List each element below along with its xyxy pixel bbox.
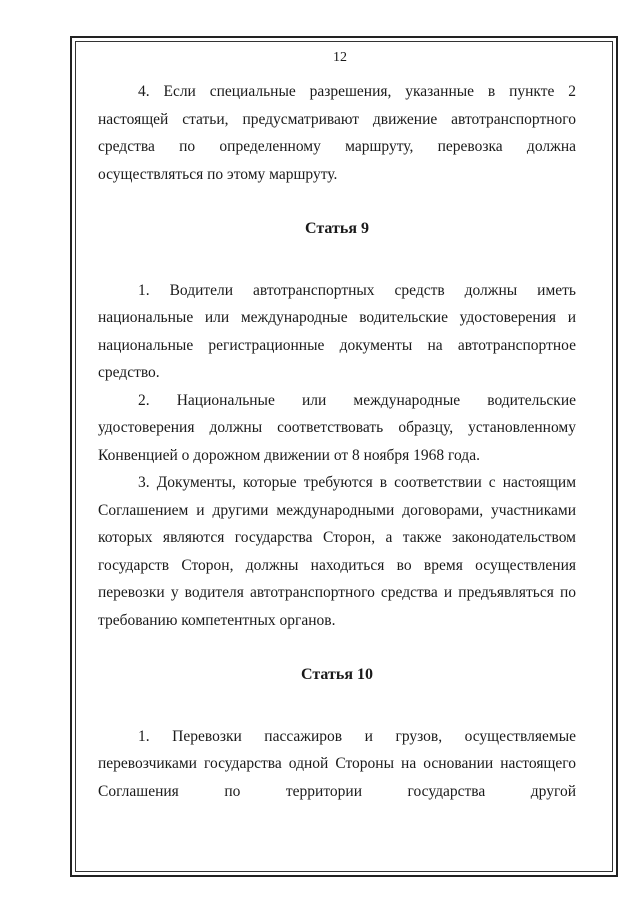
article-9-paragraph-3: 3. Документы, которые требуются в соответствии с настоящим Соглашением и другими международными договорами, участниками которых являются государства Сторон, а также законодательством государств Сторон, должны находиться во время осуществления перевозки у водителя автотранспортного средства и предъявляться по требованию компетентных органов. xyxy=(98,474,576,629)
spacer xyxy=(98,188,576,215)
article-10-paragraph-1: 1. Перевозки пассажиров и грузов, осуществляемые перевозчиками государства одной Стороны на основании настоящего Соглашения по территории государства другой xyxy=(98,727,576,800)
spacer xyxy=(98,689,576,723)
paragraph-clause-4: 4. Если специальные разрешения, указанные в пункте 2 настоящей статьи, предусматривают движение автотранспортного средства по определенному маршруту, перевозка должна осуществляться по этому маршруту. xyxy=(98,83,576,183)
article-9-paragraph-1: 1. Водители автотранспортных средств должны иметь национальные или международные водительские удостоверения и национальные регистрационные документы на автотранспортное средство. xyxy=(98,281,576,381)
spacer xyxy=(98,634,576,661)
page-number: 12 xyxy=(333,50,347,65)
article-9-paragraph-2: 2. Национальные или международные водительские удостоверения должны соответствовать образцу, установленному Конвенцией о дорожном движении от 8 ноября 1968 года. xyxy=(98,391,576,464)
document-body xyxy=(98,78,576,805)
article-10-heading: Статья 10 xyxy=(301,666,373,683)
spacer xyxy=(98,243,576,277)
article-9-heading: Статья 9 xyxy=(305,220,369,237)
